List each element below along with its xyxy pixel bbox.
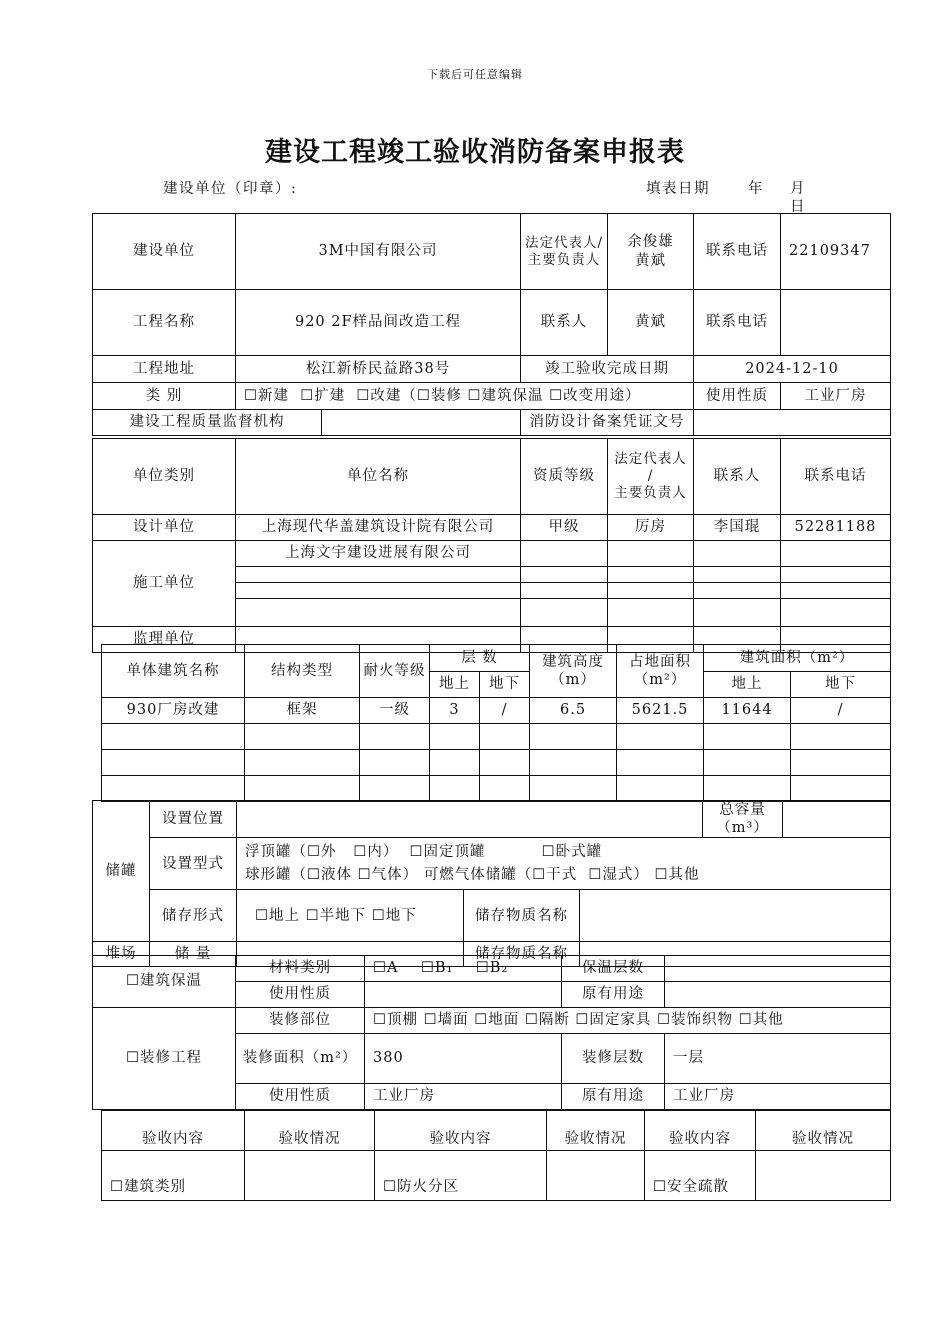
day-label: 日 [790, 199, 806, 215]
storage-table [92, 800, 891, 967]
contact-header: 联系人 [694, 439, 781, 515]
table-row-cell: 3 [430, 698, 480, 724]
storage-material-label: 储存物质名称 [464, 890, 580, 942]
design-unit-label: 设计单位 [93, 515, 236, 541]
design-unit-name: 上海现代华盖建筑设计院有限公司 [236, 515, 521, 541]
table-row-cell: 6.5 [530, 698, 617, 724]
fire-design-value [694, 410, 891, 436]
supervise-unit-label: 监理单位 [93, 627, 236, 653]
design-unit-legal: 厉房 [608, 515, 694, 541]
table-row-cell: 框架 [245, 698, 360, 724]
complete-date-value: 2024-12-10 [694, 356, 891, 383]
tank-type-line2: 球形罐（☐液体 ☐气体） 可燃气体储罐（☐干式 ☐湿式） ☐其他 [245, 866, 700, 883]
decoration-floors-value: 一层 [665, 1034, 891, 1084]
tank-capacity-label: 总容量（m³） [703, 801, 783, 838]
insulation-layers-label: 保温层数 [562, 956, 665, 982]
decoration-part-label: 装修部位 [236, 1008, 365, 1034]
unit-value: 3M中国有限公司 [236, 214, 521, 290]
table-row-cell: / [791, 698, 891, 724]
bld-floors-header: 层 数 [430, 645, 530, 672]
insulation-material-label: 材料类别 [236, 956, 365, 982]
design-unit-contact: 李国琨 [694, 515, 781, 541]
accept-content-header: 验收内容 [375, 1111, 547, 1151]
address-value: 松江新桥民益路38号 [236, 356, 521, 383]
top-note: 下载后可任意编辑 [427, 68, 523, 81]
yard-label: 堆场 [93, 942, 150, 967]
use-label: 使用性质 [694, 383, 781, 410]
quality-agency-label: 建设工程质量监督机构 [93, 410, 322, 436]
bld-footprint-header: 占地面积（m²） [617, 645, 704, 698]
decoration-part-value: ☐顶棚 ☐墙面 ☐地面 ☐隔断 ☐固定家具 ☐装饰织物 ☐其他 [365, 1008, 891, 1034]
design-unit-grade: 甲级 [521, 515, 608, 541]
storage-form-value: ☐地上 ☐半地下 ☐地下 [237, 890, 464, 942]
tank-type-label: 设置型式 [150, 838, 237, 890]
project-value: 920 2F样品间改造工程 [236, 290, 521, 356]
category-label: 类 别 [93, 383, 236, 410]
acceptance-table [101, 1110, 891, 1201]
phone2-value [781, 290, 891, 356]
accept-status-header: 验收情况 [547, 1111, 645, 1151]
basic-info-table [92, 213, 891, 436]
buildings-table [101, 644, 891, 802]
table-row-cell: 930厂房改建 [102, 698, 245, 724]
yard-amount-label: 储 量 [150, 942, 237, 967]
fire-design-label: 消防设计备案凭证文号 [521, 410, 694, 436]
bld-height-header: 建筑高度（m） [530, 645, 617, 698]
unit-label: 建设单位 [93, 214, 236, 290]
legal-rep-label: 法定代表人/主要负责人 [521, 214, 608, 290]
storage-form-label: 储存形式 [150, 890, 237, 942]
floors-below-header: 地下 [480, 672, 530, 698]
month-label: 月 [790, 181, 806, 197]
insulation-orig-label: 原有用途 [562, 982, 665, 1008]
accept-item-evacuation: ☐安全疏散 [645, 1151, 756, 1201]
decoration-use-label: 使用性质 [236, 1084, 365, 1110]
phone-value: 22109347 [781, 214, 891, 290]
floors-above-header: 地上 [430, 672, 480, 698]
address-label: 工程地址 [93, 356, 236, 383]
decoration-label: ☐装修工程 [93, 1008, 236, 1110]
construct-unit-name: 上海文宇建设进展有限公司 [236, 541, 521, 567]
qualification-header: 资质等级 [521, 439, 608, 515]
accept-status-header: 验收情况 [245, 1111, 375, 1151]
bld-fire-header: 耐火等级 [360, 645, 430, 698]
bld-name-header: 单体建筑名称 [102, 645, 245, 698]
accept-status-header: 验收情况 [756, 1111, 891, 1151]
area-below-header: 地下 [791, 672, 891, 698]
table-row-cell: 一级 [360, 698, 430, 724]
insulation-label: ☐建筑保温 [93, 956, 236, 1008]
insulation-material-value: ☐A ☐B₁ ☐B₂ [365, 956, 562, 982]
tank-label: 储罐 [93, 801, 150, 942]
decoration-area-value: 380 [365, 1034, 562, 1084]
fill-date-label: 填表日期 [646, 181, 710, 197]
phone-label: 联系电话 [694, 214, 781, 290]
bld-area-header: 建筑面积（m²） [704, 645, 891, 672]
phone-header: 联系电话 [781, 439, 891, 515]
tank-type-line1: 浮顶罐（☐外 ☐内） ☐固定顶罐 ☐卧式罐 [245, 844, 603, 861]
design-unit-phone: 52281188 [781, 515, 891, 541]
accept-content-header: 验收内容 [102, 1111, 245, 1151]
contact-value: 黄斌 [608, 290, 694, 356]
table-row-cell: / [480, 698, 530, 724]
bld-struct-header: 结构类型 [245, 645, 360, 698]
accept-item-fire-zone: ☐防火分区 [375, 1151, 547, 1201]
legal-rep-header: 法定代表人 / 主要负责人 [608, 439, 694, 515]
decoration-floors-label: 装修层数 [562, 1034, 665, 1084]
phone2-label: 联系电话 [694, 290, 781, 356]
decoration-orig-value: 工业厂房 [665, 1084, 891, 1110]
area-above-header: 地上 [704, 672, 791, 698]
accept-item-building-class: ☐建筑类别 [102, 1151, 245, 1201]
page-title: 建设工程竣工验收消防备案申报表 [265, 137, 685, 168]
quality-agency-value [322, 410, 521, 436]
unit-stamp-label: 建设单位（印章）: [163, 181, 298, 197]
category-options: ☐新建 ☐扩建 ☐改建（☐装修 ☐建筑保温 ☐改变用途） [236, 383, 694, 410]
unit-type-header: 单位类别 [93, 439, 236, 515]
table-row-cell: 5621.5 [617, 698, 704, 724]
tank-location-label: 设置位置 [150, 801, 237, 838]
project-label: 工程名称 [93, 290, 236, 356]
decoration-orig-label: 原有用途 [562, 1084, 665, 1110]
construct-unit-label: 施工单位 [93, 541, 236, 627]
decoration-use-value: 工业厂房 [365, 1084, 562, 1110]
unit-name-header: 单位名称 [236, 439, 521, 515]
year-label: 年 [748, 181, 764, 197]
complete-date-label: 竣工验收完成日期 [521, 356, 694, 383]
yard-material-label: 储存物质名称 [464, 942, 580, 967]
units-table [92, 438, 891, 653]
legal-rep-value: 余俊雄 黄斌 [608, 214, 694, 290]
contact-label: 联系人 [521, 290, 608, 356]
accept-content-header: 验收内容 [645, 1111, 756, 1151]
insulation-use-label: 使用性质 [236, 982, 365, 1008]
table-row-cell: 11644 [704, 698, 791, 724]
insulation-decoration-table [92, 955, 891, 1110]
use-value: 工业厂房 [781, 383, 891, 410]
decoration-area-label: 装修面积（m²） [236, 1034, 365, 1084]
